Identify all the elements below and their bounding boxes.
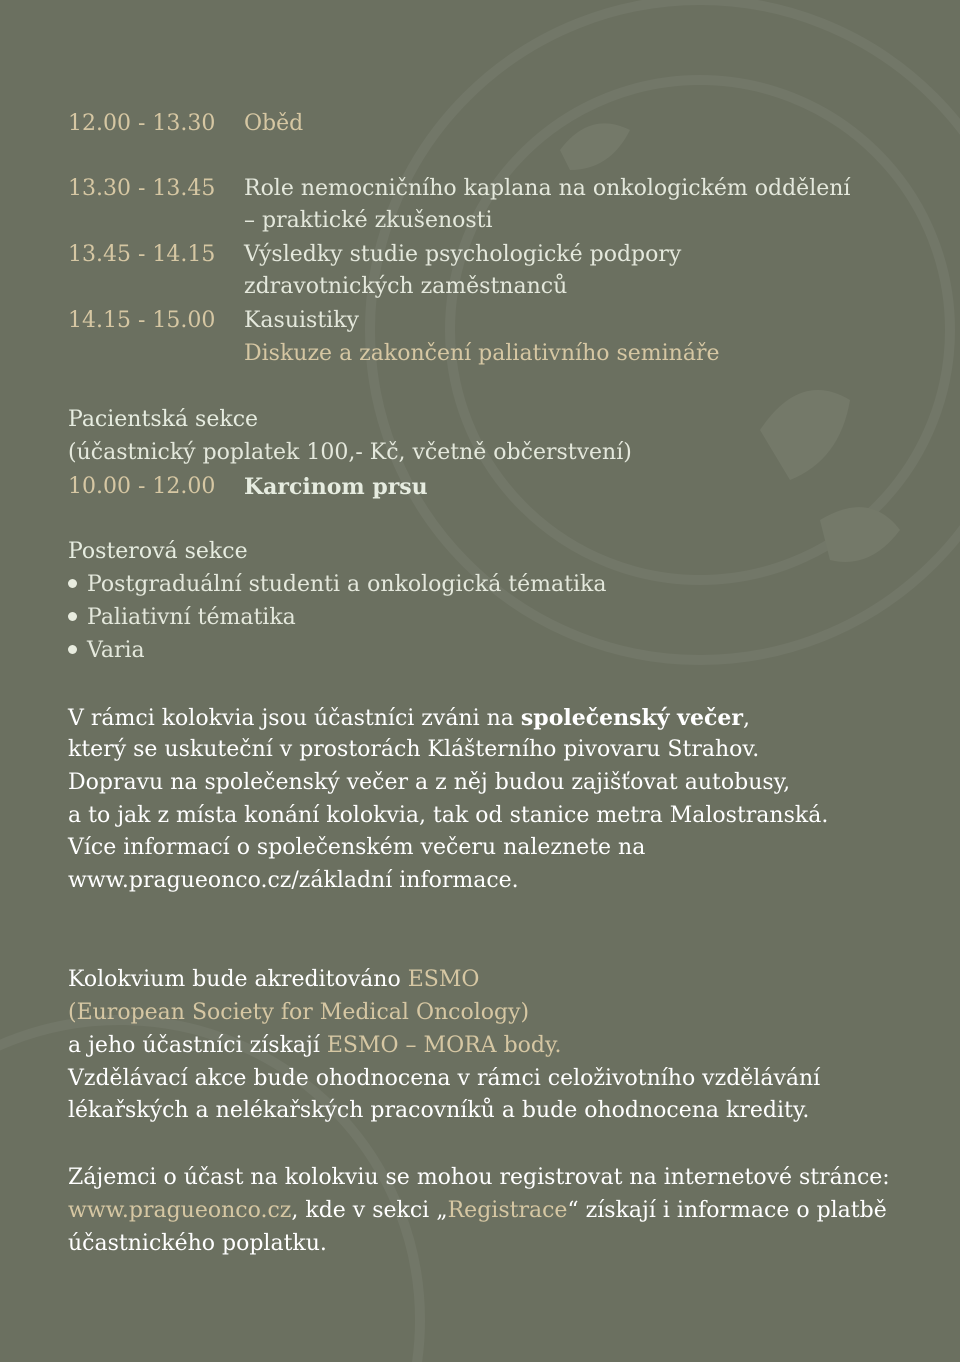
accreditation-line: (European Society for Medical Oncology) — [68, 1000, 530, 1025]
program-topic: Výsledky studie psychologické podpory — [244, 242, 682, 267]
esmo-label: ESMO — [407, 967, 480, 992]
bullet-icon — [68, 645, 77, 654]
social-line: a to jak z místa konání kolokvia, tak od stanice metra Malostranská. — [68, 803, 829, 828]
program-topic-cont: – praktické zkušenosti — [244, 208, 493, 233]
bullet-icon — [68, 579, 77, 588]
accreditation-line: lékařských a nelékařských pracovníků a bude ohodnocena kredity. — [68, 1098, 810, 1123]
program-time: 12.00 - 13.30 — [68, 111, 216, 136]
social-line: který se uskuteční v prostorách Klášterního pivovaru Strahov. — [68, 737, 760, 762]
patient-section-topic: Karcinom prsu — [244, 474, 428, 500]
poster-item — [68, 602, 296, 634]
registration-text: , kde v sekci „ — [291, 1198, 448, 1223]
bullet-icon — [68, 612, 77, 621]
registration-line — [68, 1195, 887, 1228]
poster-item — [68, 569, 606, 601]
program-topic-cont: zdravotnických zaměstnanců — [244, 274, 568, 299]
registration-site-link[interactable]: www.pragueonco.cz — [68, 1198, 292, 1223]
poster-item — [68, 635, 145, 667]
social-text: , — [742, 706, 750, 731]
poster-item-label: Varia — [87, 638, 145, 663]
social-line: Dopravu na společenský večer a z něj budou zajišťovat autobusy, — [68, 770, 791, 795]
patient-section-fee: (účastnický poplatek 100,- Kč, včetně občerstvení) — [68, 440, 632, 465]
accreditation-line — [68, 964, 479, 997]
social-evening-highlight: společenský večer — [520, 705, 743, 731]
social-line — [68, 702, 750, 736]
program-topic: Oběd — [244, 111, 304, 136]
program-topic: Kasuistiky — [244, 308, 359, 333]
program-time: 13.30 - 13.45 — [68, 176, 216, 201]
registration-section-label: Registrace — [447, 1198, 568, 1223]
accreditation-line — [68, 1030, 561, 1063]
social-info-link[interactable]: www.pragueonco.cz/základní informace. — [68, 868, 519, 893]
poster-item-label: Postgraduální studenti a onkologická tématika — [87, 572, 607, 597]
social-text: V rámci kolokvia jsou účastníci zváni na — [68, 706, 521, 731]
registration-line: Zájemci o účast na kolokviu se mohou registrovat na internetové stránce: — [68, 1165, 890, 1190]
program-time: 13.45 - 14.15 — [68, 242, 216, 267]
registration-text: “ získají i informace o platbě — [567, 1198, 887, 1223]
program-topic-cont: Diskuze a zakončení paliativního semináře — [244, 341, 720, 366]
accreditation-text: Kolokvium bude akreditováno — [68, 967, 408, 992]
program-topic: Role nemocničního kaplana na onkologickém oddělení — [244, 176, 851, 201]
registration-line: účastnického poplatku. — [68, 1231, 327, 1256]
patient-section-title: Pacientská sekce — [68, 407, 259, 432]
accreditation-text: a jeho účastníci získají — [68, 1033, 327, 1058]
patient-section-time: 10.00 - 12.00 — [68, 474, 216, 499]
poster-section-title: Posterová sekce — [68, 539, 248, 564]
accreditation-line: Vzdělávací akce bude ohodnocena v rámci celoživotního vzdělávání — [68, 1066, 821, 1091]
program-time: 14.15 - 15.00 — [68, 308, 216, 333]
social-line: Více informací o společenském večeru naleznete na — [68, 835, 646, 860]
poster-item-label: Paliativní tématika — [87, 605, 296, 630]
esmo-mora-label: ESMO – MORA body. — [326, 1033, 562, 1058]
